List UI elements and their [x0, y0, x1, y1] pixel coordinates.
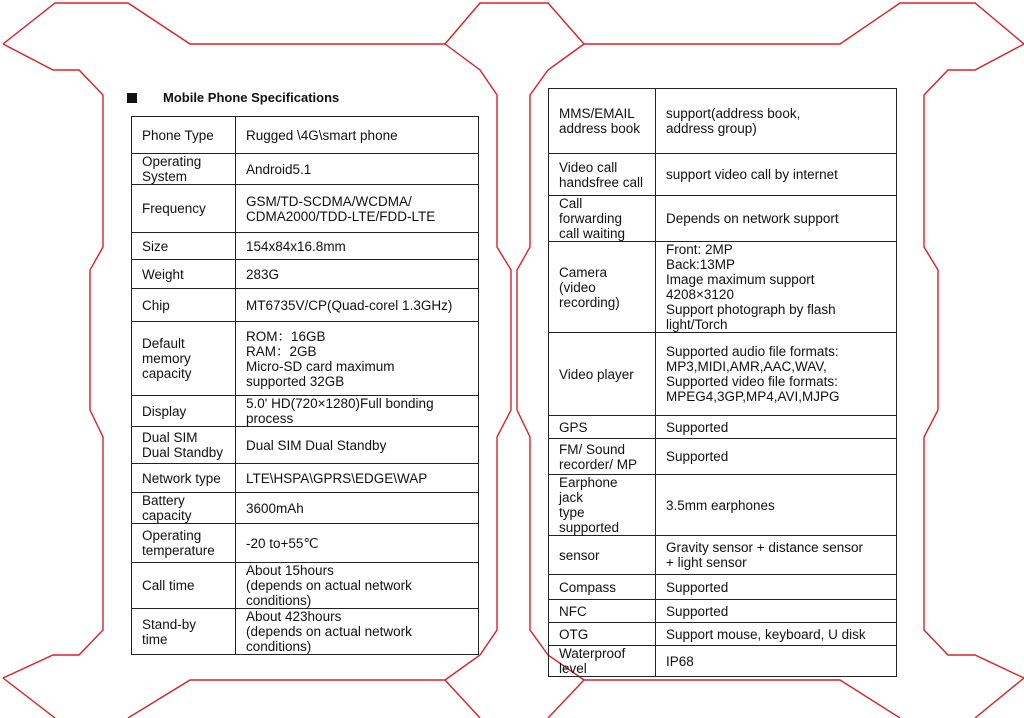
spec-label: [549, 600, 656, 623]
spec-value-line: Supported: [666, 419, 729, 435]
spec-value-line: MPEG4,3GP,MP4,AVI,MJPG: [666, 389, 840, 404]
spec-row: [549, 536, 897, 575]
spec-value: [236, 493, 479, 524]
spec-value-line: MT6735V/CP(Quad-corel 1.3GHz): [246, 297, 453, 313]
spec-row: [549, 575, 897, 600]
spec-label: [549, 623, 656, 646]
spec-row: [132, 493, 479, 524]
spec-label: [549, 242, 656, 333]
spec-row: [132, 322, 479, 396]
spec-label-line: Default: [142, 336, 185, 351]
spec-label-line: recorder/ MP: [559, 456, 638, 472]
spec-label-line: Weight: [142, 266, 184, 282]
spec-value: [236, 396, 479, 427]
spec-row: [549, 416, 897, 439]
spec-row: [132, 396, 479, 427]
spec-value: [656, 242, 897, 333]
spec-row: [132, 609, 479, 655]
spec-value-line: Support mouse, keyboard, U disk: [666, 626, 866, 642]
spec-value: [236, 563, 479, 609]
spec-label: [132, 260, 236, 289]
spec-value-line: Depends on network support: [666, 211, 839, 226]
spec-row: [132, 427, 479, 464]
spec-value-line: Android5.1: [246, 161, 312, 177]
spec-value-line: Dual SIM Dual Standby: [246, 437, 387, 453]
spec-row: [549, 600, 897, 623]
spec-value-line: Front: 2MP: [666, 242, 733, 257]
spec-row: [549, 154, 897, 196]
square-bullet-icon: [127, 93, 137, 103]
spec-label-line: capacity: [142, 366, 192, 381]
spec-value-line: -20 to+55℃: [246, 535, 319, 551]
spec-label-line: Call forwarding: [559, 196, 623, 226]
spec-label: [549, 575, 656, 600]
spec-row: [549, 646, 897, 677]
spec-label-line: OTG: [559, 626, 589, 642]
spec-label-line: GPS: [559, 419, 588, 435]
spec-value-line: Gravity sensor + distance sensor: [666, 540, 863, 555]
spec-label-line: handsfree call: [559, 174, 644, 190]
spec-label-line: call waiting: [559, 226, 626, 241]
spec-value-line: supported 32GB: [246, 373, 345, 389]
spec-row: [549, 439, 897, 475]
spec-label-line: Dual SIM: [142, 430, 198, 445]
right-spec-table: [548, 88, 897, 677]
spec-value: [656, 646, 897, 677]
spec-label-line: Phone Type: [142, 127, 214, 143]
spec-value: [236, 427, 479, 464]
spec-value: [236, 233, 479, 260]
spec-row: [549, 623, 897, 646]
spec-value-line: Image maximum support 4208×3120: [666, 272, 815, 302]
spec-value-line: 3600mAh: [246, 500, 304, 516]
spec-value-line: 5.0' HD(720×1280)Full bonding process: [246, 396, 434, 426]
spec-value-line: Micro-SD card maximum: [246, 358, 395, 374]
spec-label-line: Frequency: [142, 201, 206, 216]
spec-row: [549, 242, 897, 333]
spec-label-line: address book: [559, 121, 641, 136]
spec-label: [132, 117, 236, 154]
spec-label-line: Size: [142, 238, 169, 254]
spec-value: [656, 416, 897, 439]
spec-label-line: Battery capacity: [142, 493, 192, 523]
spec-value-line: IP68: [666, 653, 694, 669]
spec-value: [236, 117, 479, 154]
spec-label-line: Compass: [559, 579, 617, 595]
spec-label-line: Dual Standby: [142, 445, 224, 460]
spec-row: [132, 154, 479, 185]
spec-row: [132, 289, 479, 322]
spec-label: [132, 464, 236, 493]
spec-value-line: 3.5mm earphones: [666, 497, 775, 513]
spec-value-line: ROM：16GB: [246, 328, 326, 344]
spec-label: [132, 396, 236, 427]
spec-value-line: About 423hours: [246, 609, 342, 624]
spec-value: [656, 600, 897, 623]
spec-value: [656, 623, 897, 646]
spec-label-line: type supported: [559, 505, 620, 535]
spec-label-line: Network type: [142, 470, 221, 486]
spec-row: [132, 117, 479, 154]
spec-label-line: MMS/EMAIL: [559, 106, 635, 121]
spec-label: [549, 154, 656, 196]
spec-value-line: RAM：2GB: [246, 343, 317, 359]
spec-label-line: System: [142, 169, 188, 184]
spec-value: [656, 89, 897, 154]
spec-label-line: memory: [142, 351, 191, 366]
spec-value-line: 283G: [246, 266, 280, 282]
spec-value-line: Rugged \4G\smart phone: [246, 127, 398, 143]
spec-label-line: Display: [142, 403, 187, 419]
spec-label: [549, 439, 656, 475]
spec-label: [549, 333, 656, 416]
spec-value: [656, 333, 897, 416]
spec-value: [236, 185, 479, 233]
spec-label: [132, 563, 236, 609]
spec-label: [549, 196, 656, 242]
spec-label-line: (video recording): [559, 279, 620, 310]
spec-row: [549, 196, 897, 242]
spec-value-line: Supported: [666, 449, 729, 464]
spec-label: [132, 289, 236, 322]
spec-value-line: 154x84x16.8mm: [246, 238, 346, 254]
spec-value-line: Supported: [666, 579, 729, 595]
spec-row: [132, 563, 479, 609]
spec-value: [236, 322, 479, 396]
spec-value: [236, 260, 479, 289]
spec-row: [549, 333, 897, 416]
spec-value-line: Supported audio file formats:: [666, 344, 839, 359]
spec-value: [236, 609, 479, 655]
spec-label-line: Stand-by time: [142, 616, 197, 647]
spec-label: [549, 89, 656, 154]
spec-value: [656, 154, 897, 196]
spec-value-line: Supported video file formats:: [666, 374, 838, 389]
spec-label-line: Camera: [559, 264, 608, 280]
spec-value-line: (depends on actual network conditions): [246, 624, 412, 654]
spec-label-line: sensor: [559, 547, 600, 563]
spec-label-line: Video call: [559, 159, 618, 175]
spec-label-line: Earphone jack: [559, 475, 618, 505]
spec-value: [656, 439, 897, 475]
spec-label: [132, 427, 236, 464]
spec-label-line: FM/ Sound: [559, 441, 626, 457]
spec-value: [236, 464, 479, 493]
spec-label-line: Call time: [142, 578, 195, 593]
spec-label: [549, 646, 656, 677]
spec-value: [236, 524, 479, 563]
spec-value: [656, 196, 897, 242]
spec-label: [549, 416, 656, 439]
spec-label: [549, 475, 656, 536]
spec-value-line: Supported: [666, 603, 729, 619]
spec-label-line: Video player: [559, 366, 634, 382]
spec-value-line: Support photograph by flash light/Torch: [666, 302, 836, 332]
spec-label: [132, 154, 236, 185]
spec-row: [132, 233, 479, 260]
heading-text: Mobile Phone Specifications: [163, 90, 340, 105]
spec-label-line: temperature: [142, 543, 215, 558]
spec-label-line: Operating: [142, 154, 202, 169]
spec-value-line: Back:13MP: [666, 257, 736, 272]
spec-label: [132, 524, 236, 563]
spec-row: [132, 524, 479, 563]
spec-row: [132, 260, 479, 289]
spec-value: [656, 536, 897, 575]
spec-row: [132, 185, 479, 233]
spec-value-line: LTE\HSPA\GPRS\EDGE\WAP: [246, 470, 428, 486]
spec-label: [132, 185, 236, 233]
spec-row: [132, 464, 479, 493]
spec-value-line: support video call by internet: [666, 167, 838, 182]
spec-value-line: (depends on actual network conditions): [246, 578, 412, 608]
spec-value-line: About 15hours: [246, 563, 334, 578]
left-spec-table: [131, 116, 479, 655]
spec-value-line: CDMA2000/TDD-LTE/FDD-LTE: [246, 208, 436, 224]
spec-row: [549, 89, 897, 154]
spec-label-line: Chip: [142, 297, 170, 313]
spec-value-line: support(address book,: [666, 106, 801, 121]
spec-value: [656, 475, 897, 536]
spec-label: [132, 493, 236, 524]
spec-row: [549, 475, 897, 536]
spec-value-line: + light sensor: [666, 555, 747, 570]
spec-label: [132, 609, 236, 655]
spec-label: [132, 233, 236, 260]
spec-label-line: NFC: [559, 603, 587, 619]
spec-label-line: Operating: [142, 528, 202, 543]
spec-value-line: MP3,MIDI,AMR,AAC,WAV,: [666, 359, 827, 374]
spec-value: [236, 289, 479, 322]
spec-value-line: GSM/TD-SCDMA/WCDMA/: [246, 193, 412, 209]
spec-value-line: address group): [666, 121, 757, 136]
spec-label: [549, 536, 656, 575]
spec-label: [132, 322, 236, 396]
spec-label-line: Waterproof level: [559, 646, 626, 676]
section-heading: [127, 90, 339, 105]
spec-value: [656, 575, 897, 600]
spec-value: [236, 154, 479, 185]
